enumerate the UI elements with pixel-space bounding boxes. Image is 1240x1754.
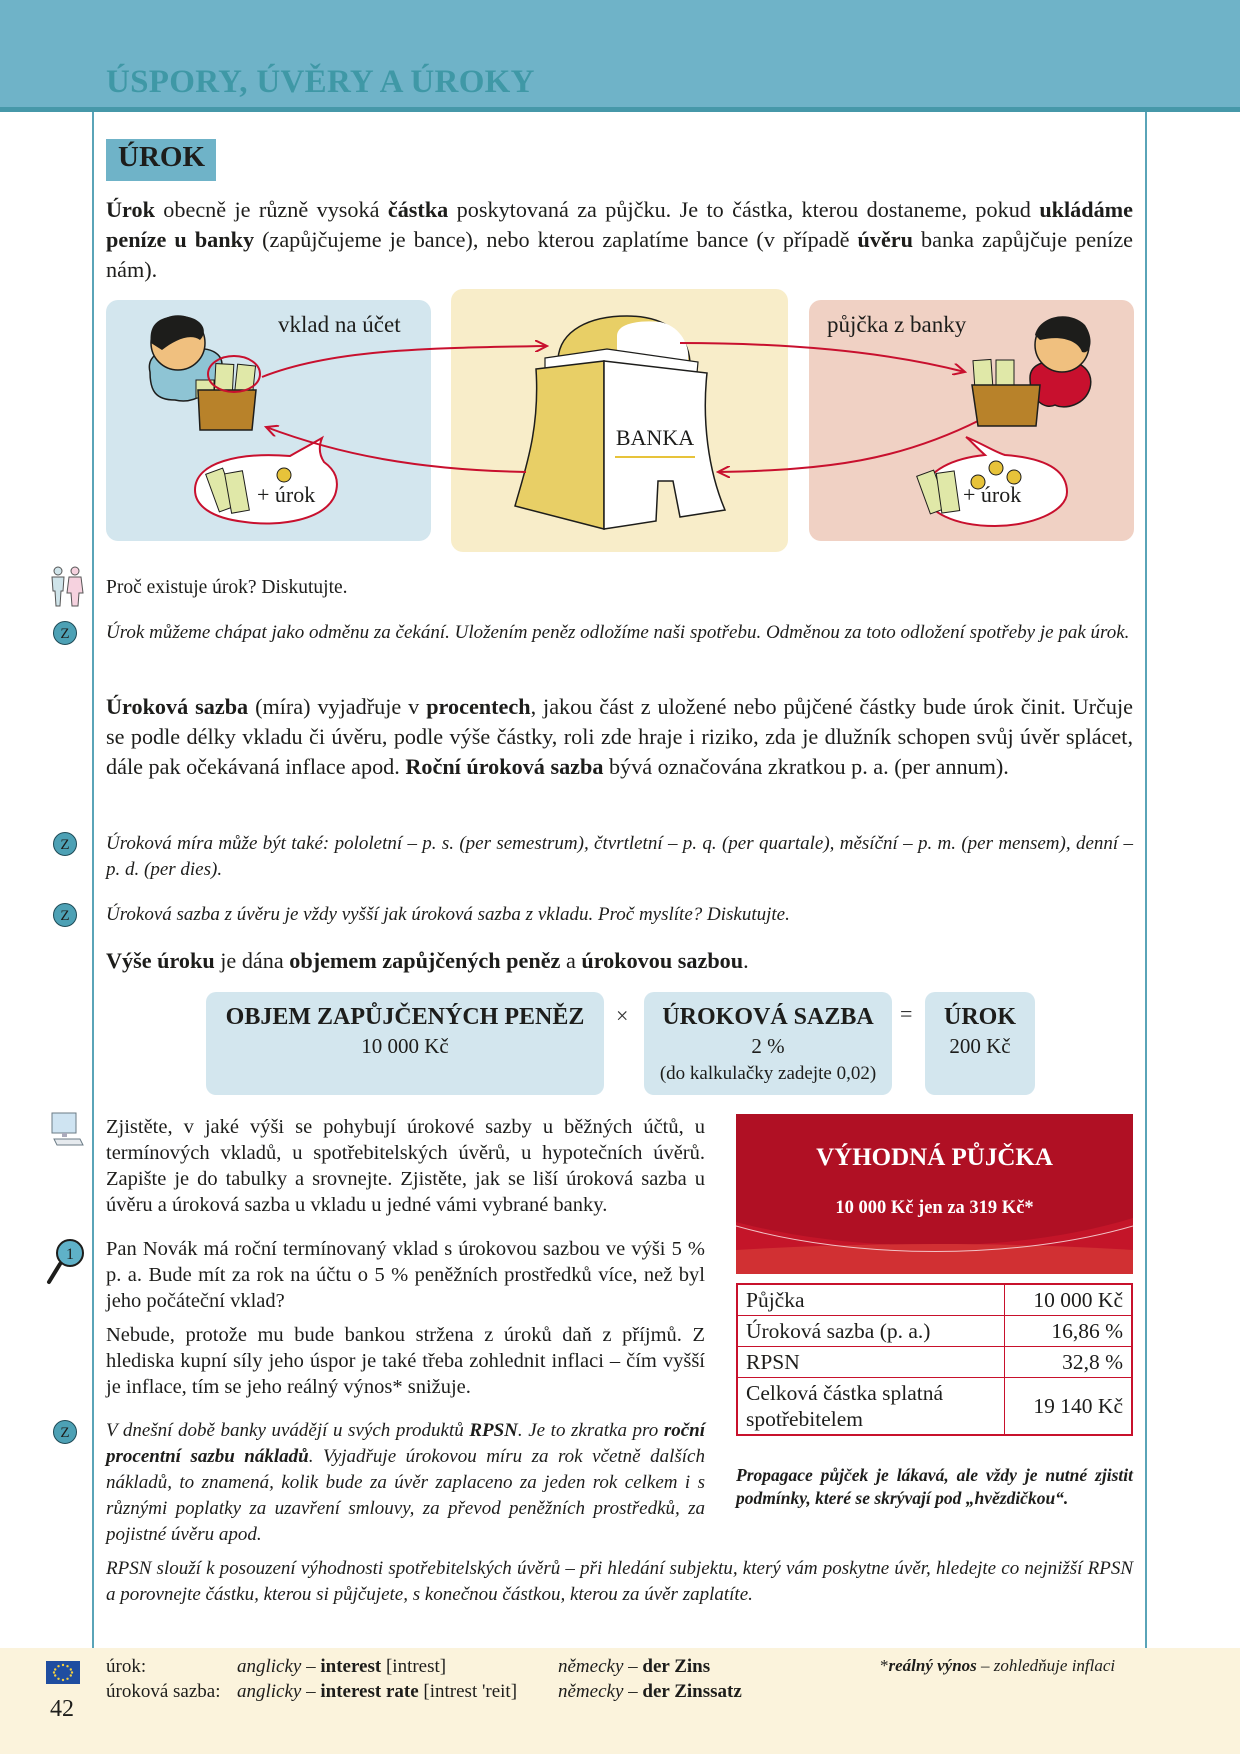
advert-title: VÝHODNÁ PŮJČKA: [816, 1144, 1053, 1171]
chapter-title: ÚSPORY, ÚVĚRY A ÚROKY: [106, 64, 535, 100]
note-waiting-reward: Úrok můžeme chápat jako odměnu za čekání. Uložením peněz odložíme naši spotřebu. Odměnou za toto odložení spotřeby je pak úrok.: [106, 622, 1130, 643]
rpsn-usage-note: RPSN slouží k posouzení výhodnosti spotřebitelských úvěrů – při hledání subjektu, který vám poskytne úvěr, hledejte co nejnižší RPSN a porovnejte částku, kterou si půjčujete, s konečnou částkou, kterou za úvěr zaplatíte.: [106, 1558, 1133, 1605]
term-rocni-procentni-sazba: roční procentní sazbu nákladů: [106, 1420, 705, 1467]
term-procentech: procentech: [426, 694, 531, 719]
text: banka zapůjčuje peníze nám).: [106, 227, 1134, 282]
footnote-star: *: [880, 1656, 889, 1675]
eu-flag-icon: [46, 1661, 80, 1684]
text: V dnešní době banky uvádějí u svých produktů: [106, 1420, 470, 1441]
magnifier-task-icon: [46, 1236, 88, 1286]
formula-rate-title: ÚROKOVÁ SAZBA: [662, 1004, 874, 1030]
term-vyse-uroku: Výše úroku: [106, 948, 215, 973]
table-row: [737, 1284, 1132, 1316]
z-note-icon: Z: [53, 621, 77, 645]
formula-principal-value: 10 000 Kč: [361, 1034, 449, 1058]
table-row: [737, 1316, 1132, 1347]
german-label: německy: [558, 1656, 624, 1677]
term-castka: částka: [387, 197, 449, 222]
table-row: [737, 1347, 1132, 1378]
text: .: [743, 948, 749, 973]
formula-principal-title: OBJEM ZAPŮJČENÝCH PENĚZ: [225, 1004, 585, 1030]
term-rocni-sazba: Roční úroková sazba: [405, 754, 604, 779]
eu-stars-icon: [46, 1661, 80, 1684]
dash: –: [623, 1681, 643, 1702]
computer-icon: [50, 1111, 84, 1147]
example-question: Pan Novák má roční termínovaný vklad s úrokovou sazbou ve výši 5 % p. a. Bude mít za rok na účtu o 5 % peněžních prostředků více, než byl jeho počáteční vklad?: [106, 1238, 705, 1312]
footnote-text: – zohledňuje inflaci: [976, 1656, 1116, 1675]
glossary-german: [558, 1681, 742, 1703]
note-loan-vs-deposit: Úroková sazba z úvěru je vždy vyšší jak úroková sazba z vkladu. Proč myslíte? Diskutujte.: [106, 904, 790, 925]
english-word: interest: [320, 1656, 382, 1677]
glossary-german: [558, 1656, 710, 1678]
term-urokovou-sazbou: úrokovou sazbou: [581, 948, 744, 973]
text: bývá označována zkratkou p. a. (per annum).: [603, 754, 1009, 779]
formula-intro: [106, 946, 1133, 976]
loan-label: půjčka z banky: [827, 312, 967, 337]
glossary-english: [237, 1656, 446, 1678]
formula-rate-box: [644, 992, 892, 1095]
english-label: anglicky: [237, 1656, 302, 1677]
discussion-question: Proč existuje úrok? Diskutujte.: [106, 577, 348, 598]
example-answer: Nebude, protože mu bude bankou stržena z úroků daň z příjmů. Z hlediska kupní síly jeho úspor je také třeba zohlednit inflaci – čím vyšší je inflace, tím se jeho reálný výnos* snižuje.: [106, 1324, 705, 1398]
glossary-term: úrok:: [106, 1656, 147, 1677]
section-title: ÚROK: [118, 141, 205, 173]
formula-interest-box: [925, 992, 1035, 1095]
advert-subtitle: 10 000 Kč jen za 319 Kč*: [835, 1198, 1034, 1218]
text: . Je to zkratka pro: [517, 1420, 664, 1441]
z-note-icon: Z: [53, 1420, 77, 1444]
formula-principal-box: [206, 992, 604, 1095]
advert-warning-note: Propagace půjček je lákavá, ale vždy je nutné zjistit podmínky, které se skrývají pod „hvězdičkou“.: [736, 1465, 1133, 1508]
text: (míra) vyjadřuje v: [248, 694, 427, 719]
term-urokova-sazba: Úroková sazba: [106, 694, 249, 719]
text: a: [560, 948, 582, 973]
loan-basket: [972, 359, 1040, 426]
term-objem: objemem zapůjčených peněz: [289, 948, 561, 973]
diagram-illustration: [0, 0, 1240, 600]
discussion-people-icon: [48, 566, 86, 608]
repayment-arrow: [718, 420, 980, 472]
deposit-bubble: [195, 438, 337, 524]
task-number: 1: [66, 1246, 74, 1263]
loan-bubble-label: + úrok: [963, 482, 1022, 507]
row-label: Půjčka: [737, 1284, 1005, 1316]
text: , jakou část z uložené nebo půjčené částky bude úrok činit. Určuje se podle délky vkladu či úvěru, podle výše částky, roli zde hraje i riziko, zda je dlužník schopen svůj úvěr splácet, dále pak očekávaná inflace apod.: [106, 694, 1133, 779]
advert-wave-decoration: [736, 1114, 1133, 1274]
term-ukladame: ukládáme peníze u banky: [106, 197, 1134, 252]
english-label: anglicky: [237, 1681, 302, 1702]
row-label: Celková částka splatná spotřebitelem: [737, 1378, 1005, 1436]
loan-terms-table: [736, 1283, 1133, 1436]
glossary-term: úroková sazba:: [106, 1681, 221, 1702]
page-number: 42: [50, 1696, 74, 1722]
german-label: německy: [558, 1681, 624, 1702]
text: . Vyjadřuje úrokovou míru za rok včetně dalších nákladů, to znamená, kolik bude za úvěr zaplaceno za jeden rok celkem i s různými poplatky za uzavření smlouvy, za převod peněžních prostředků, za pojistné úvěru apod.: [106, 1446, 705, 1545]
deposit-label: vklad na účet: [278, 312, 401, 337]
interest-rate-paragraph: [106, 692, 1133, 782]
table-row: [737, 1378, 1132, 1436]
deposit-bubble-label: + úrok: [257, 482, 316, 507]
formula-rate-value: 2 %: [751, 1034, 785, 1058]
formula-rate-note: (do kalkulačky zadejte 0,02): [659, 1063, 877, 1084]
bank-building: [515, 316, 725, 529]
z-note-icon: Z: [53, 903, 77, 927]
term-rpsn: RPSN: [469, 1420, 518, 1441]
english-pronunciation: [intrest 'reit]: [418, 1681, 518, 1702]
term-uveru: úvěru: [857, 227, 913, 252]
row-value: 16,86 %: [1005, 1316, 1133, 1347]
english-pronunciation: [intrest]: [381, 1656, 447, 1677]
loan-arrow: [680, 343, 965, 372]
row-value: 10 000 Kč: [1005, 1284, 1133, 1316]
research-task: Zjistěte, v jaké výši se pohybují úrokové sazby u běžných účtů, u termínových vkladů, u spotřebitelských úvěrů, u hypotečních úvěrů. Zapište je do tabulky a srovnejte. Zjistěte, jak se liší úroková sazba u úvěru a úroková sazba u vkladu u jedné vámi vybrané banky.: [106, 1116, 705, 1216]
dash: –: [623, 1656, 643, 1677]
row-label: Úroková sazba (p. a.): [737, 1316, 1005, 1347]
formula-interest-value: 200 Kč: [949, 1034, 1011, 1058]
term-urok: Úrok: [106, 197, 155, 222]
dash: –: [301, 1656, 321, 1677]
deposit-arrow: [262, 346, 547, 377]
rpsn-note: [106, 1418, 705, 1548]
loan-advert-banner: [736, 1114, 1133, 1274]
formula-interest-title: ÚROK: [944, 1004, 1016, 1030]
multiply-sign: ×: [616, 1003, 629, 1028]
bank-label: BANKA: [615, 425, 695, 450]
footnote-term: reálný výnos: [888, 1656, 977, 1675]
row-label: RPSN: [737, 1347, 1005, 1378]
text: (zapůjčujeme je bance), nebo kterou zaplatíme bance (v případě: [254, 227, 858, 252]
row-value: 19 140 Kč: [1005, 1378, 1133, 1436]
text: obecně je různě vysoká: [154, 197, 388, 222]
text: je dána: [214, 948, 290, 973]
text: poskytovaná za půjčku. Je to částka, kterou dostaneme, pokud: [448, 197, 1040, 222]
dash: –: [301, 1681, 321, 1702]
footnote-real-yield: [880, 1656, 1115, 1676]
german-word: der Zins: [642, 1656, 711, 1677]
note-rate-periods: Úroková míra může být také: pololetní – p. s. (per semestrum), čtvrtletní – p. q. (per quartale), měsíční – p. m. (per mensem), denní – p. d. (per dies).: [106, 833, 1133, 880]
z-note-icon: Z: [53, 832, 77, 856]
german-word: der Zinssatz: [642, 1681, 742, 1702]
row-value: 32,8 %: [1005, 1347, 1133, 1378]
glossary-english: [237, 1681, 517, 1703]
equals-sign: =: [900, 1001, 913, 1026]
english-word: interest rate: [320, 1681, 419, 1702]
